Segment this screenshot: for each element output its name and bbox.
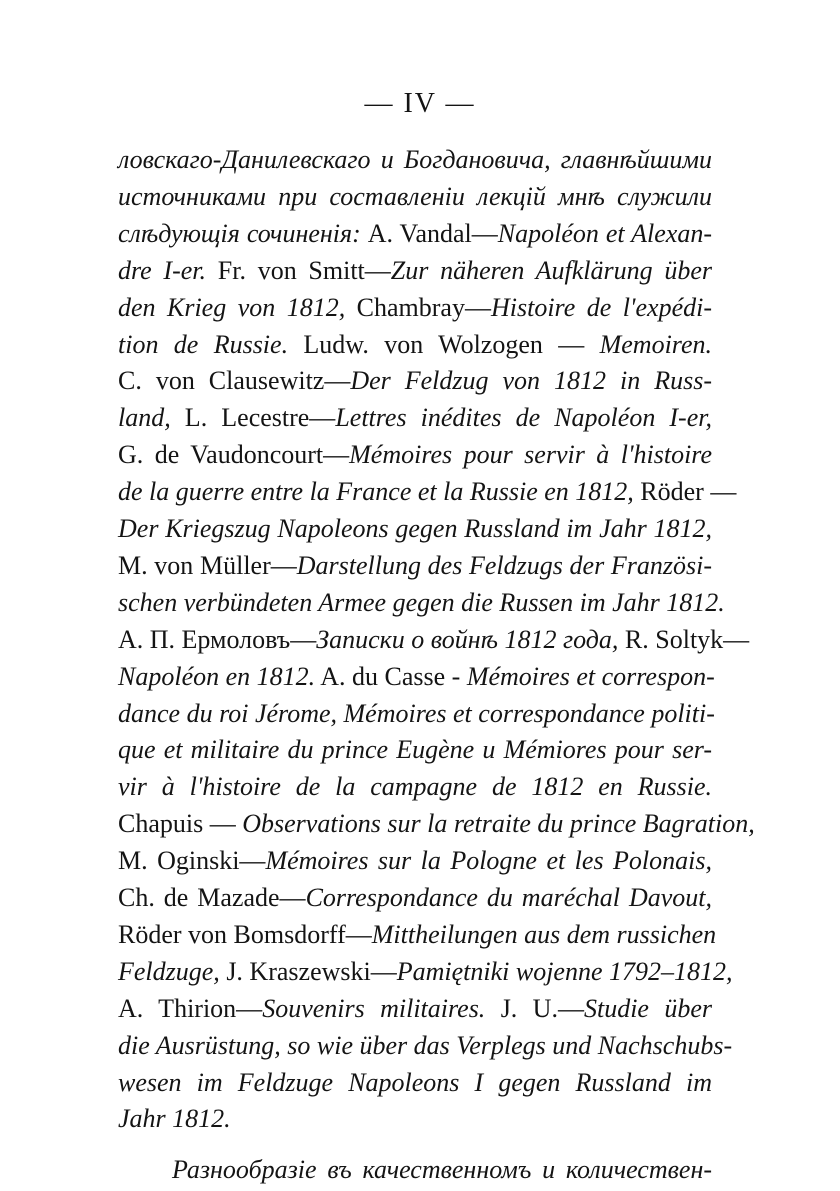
italic-text: слѣдующія сочиненія:	[118, 218, 361, 248]
text-line	[118, 474, 737, 510]
roman-text: J. Kraszewski—	[219, 956, 397, 986]
italic-text: Studie über	[583, 993, 712, 1023]
roman-text: Röder —	[633, 477, 737, 507]
italic-text: Mémoires et correspon-	[466, 661, 715, 691]
italic-text: Napoléon et Alexan-	[497, 218, 712, 248]
text-line	[118, 400, 712, 436]
italic-text: Observations sur la retraite du prince Bagration,	[242, 809, 755, 839]
italic-text: Разнообразіе въ качественномъ и количествен-	[172, 1155, 712, 1185]
text-line	[118, 437, 712, 473]
text-line	[118, 253, 712, 289]
italic-text: Pamiętniki wojenne 1792–1812,	[396, 956, 733, 986]
italic-text: Lettres inédites de Napoléon I-er,	[335, 403, 712, 433]
text-line	[118, 732, 712, 768]
text-line	[172, 1152, 712, 1188]
italic-text: tion de Russie.	[118, 329, 289, 359]
roman-text: R. Soltyk—	[618, 624, 750, 654]
italic-text: ловскаго-Данилевскаго и Богдановича, главнѣйшими	[118, 145, 712, 174]
text-line	[118, 585, 725, 621]
text-line	[118, 917, 717, 953]
roman-text: Fr. von Smitt—	[206, 255, 391, 285]
text-line	[118, 769, 712, 805]
italic-text: Zur näheren Aufklärung über	[390, 255, 712, 285]
text-line	[118, 142, 712, 178]
text-line	[118, 179, 712, 215]
text-line	[118, 806, 755, 842]
italic-text: Darstellung des Feldzugs der Französi-	[296, 550, 712, 580]
italic-text: Mémoires sur la Pologne et les Polonais,	[265, 846, 712, 876]
italic-text: dre I-er.	[118, 255, 207, 285]
italic-text: Der Kriegszug Napoleons gegen Russland im Jahr 1812,	[118, 514, 712, 543]
text-line	[118, 290, 712, 326]
italic-text: Memoiren.	[599, 329, 712, 359]
text-line	[118, 622, 750, 658]
roman-text: M. von Müller—	[118, 550, 297, 580]
roman-text: Ludw. von Wolzogen —	[288, 329, 600, 359]
roman-text: L. Lecestre—	[170, 403, 336, 433]
italic-text: land,	[118, 403, 171, 433]
text-line	[118, 1028, 733, 1064]
text-line	[118, 954, 733, 990]
text-line	[118, 659, 715, 695]
italic-text: Correspondance du maréchal Davout,	[305, 883, 712, 912]
italic-text: Histoire de l'expédi-	[490, 292, 712, 322]
roman-text: C. von Clausewitz—	[118, 366, 351, 396]
italic-text: Souvenirs militaires.	[262, 993, 486, 1023]
roman-text: A. Thirion—	[118, 993, 263, 1023]
italic-text: vir à l'histoire de la campagne de 1812 en Russie.	[118, 772, 712, 802]
roman-text: Röder von Bomsdorff—	[118, 919, 372, 949]
italic-text: источниками при составленіи лекцій мнѣ служили	[118, 181, 712, 211]
italic-text: die Ausrüstung, so wie über das Verplegs und Nachschubs-	[118, 1030, 733, 1060]
text-line	[118, 1101, 712, 1137]
roman-text: A. du Casse -	[315, 661, 467, 691]
italic-text: den Krieg von 1812,	[118, 292, 346, 322]
italic-text: de la guerre entre la France et la Russie en 1812,	[118, 477, 634, 507]
text-line	[118, 363, 712, 399]
text-line	[118, 216, 712, 252]
italic-text: Der Feldzug von 1812 in Russ-	[350, 366, 712, 396]
italic-text: Feldzuge,	[118, 956, 220, 986]
roman-text: Chapuis —	[118, 809, 243, 839]
text-line	[118, 991, 712, 1027]
roman-text: A. Vandal—	[360, 218, 498, 248]
italic-text: que et militaire du prince Eugène и Mémiores pour ser-	[118, 735, 712, 765]
roman-text: Chambray—	[345, 292, 491, 322]
text-line	[118, 511, 712, 547]
text-line	[118, 327, 712, 363]
page-number: — IV —	[364, 88, 476, 119]
text-line	[118, 696, 715, 732]
text-line	[118, 843, 712, 879]
italic-text: Mémoires pour servir à l'histoire	[349, 440, 713, 470]
italic-text: dance du roi Jérome, Mémoires et correspondance politi-	[118, 698, 715, 728]
roman-text: Ch. de Mazade—	[118, 883, 306, 912]
roman-text: A. П. Ермоловъ—	[118, 624, 317, 654]
italic-text: Jahr 1812.	[118, 1104, 231, 1134]
italic-text: Mittheilungen aus dem russichen	[371, 919, 717, 949]
text-line	[118, 548, 712, 584]
text-line	[118, 880, 712, 916]
italic-text: Записки о войнѣ 1812 года,	[316, 624, 619, 654]
text-line	[118, 1065, 712, 1101]
roman-text: M. Oginski—	[118, 846, 266, 876]
italic-text: Napoléon en 1812.	[118, 661, 316, 691]
italic-text: schen verbündeten Armee gegen die Russen im Jahr 1812.	[118, 587, 725, 617]
roman-text: G. de Vaudoncourt—	[118, 440, 350, 470]
roman-text: J. U.—	[485, 993, 584, 1023]
italic-text: wesen im Feldzuge Napoleons I gegen Russland im	[118, 1067, 712, 1097]
